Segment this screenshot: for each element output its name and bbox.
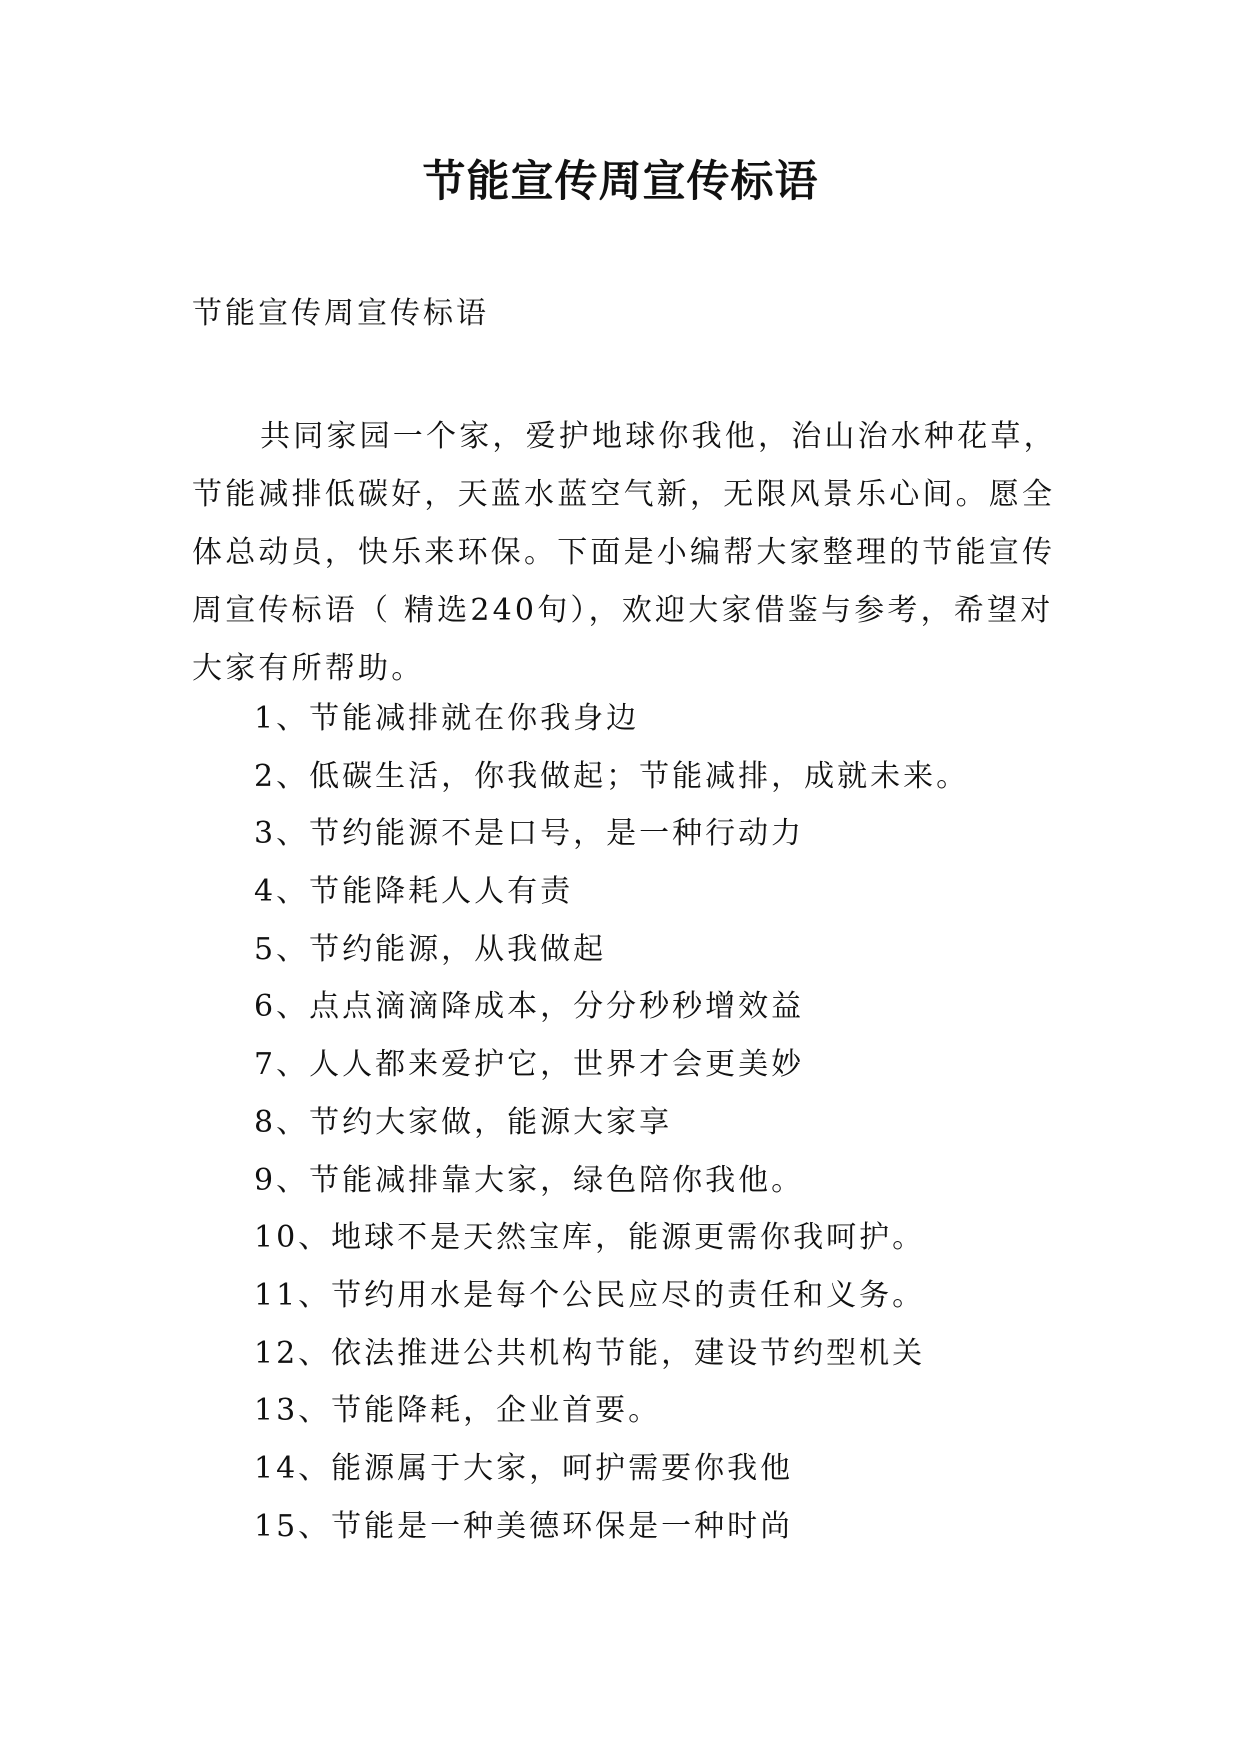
intro-line: 共同家园一个家，爱护地球你我他，治山治水种花草， [260,419,1057,454]
slogan-item: 15、节能是一种美德环保是一种时尚 [254,1508,794,1544]
intro-line: 体总动员，快乐来环保。下面是小编帮大家整理的节能宣传 [192,535,1056,570]
slogan-item: 10、地球不是天然宝库，能源更需你我呵护。 [254,1220,926,1256]
slogan-item: 6、点点滴滴降成本，分分秒秒增效益 [254,989,805,1025]
slogan-item: 8、节约大家做，能源大家享 [254,1104,673,1140]
slogan-item: 7、人人都来爱护它，世界才会更美妙 [254,1047,805,1083]
slogan-item: 4、节能降耗人人有责 [254,874,574,910]
slogan-item: 13、节能降耗，企业首要。 [254,1393,662,1429]
slogan-item: 5、节约能源，从我做起 [254,931,607,967]
slogan-item: 2、低碳生活，你我做起；节能减排，成就未来。 [254,758,970,794]
slogan-item: 3、节约能源不是口号，是一种行动力 [254,816,805,852]
intro-line: 大家有所帮助。 [192,651,425,686]
slogan-item: 1、节能减排就在你我身边 [254,701,640,736]
intro-paragraph [192,408,1092,698]
slogan-item: 11、节约用水是每个公民应尽的责任和义务。 [254,1277,926,1313]
slogan-item: 14、能源属于大家，呵护需要你我他 [254,1450,794,1486]
intro-line: 周宣传标语（ 精选240句），欢迎大家借鉴与参考，希望对 [192,593,1054,628]
document-title: 节能宣传周宣传标语 [422,157,819,207]
intro-line: 节能减排低碳好，天蓝水蓝空气新，无限风景乐心间。愿全 [192,477,1056,512]
slogan-item: 12、依法推进公共机构节能，建设节约型机关 [254,1335,926,1371]
slogan-list [254,690,969,1555]
document-subtitle: 节能宣传周宣传标语 [192,296,489,331]
slogan-item: 9、节能减排靠大家，绿色陪你我他。 [254,1162,805,1198]
